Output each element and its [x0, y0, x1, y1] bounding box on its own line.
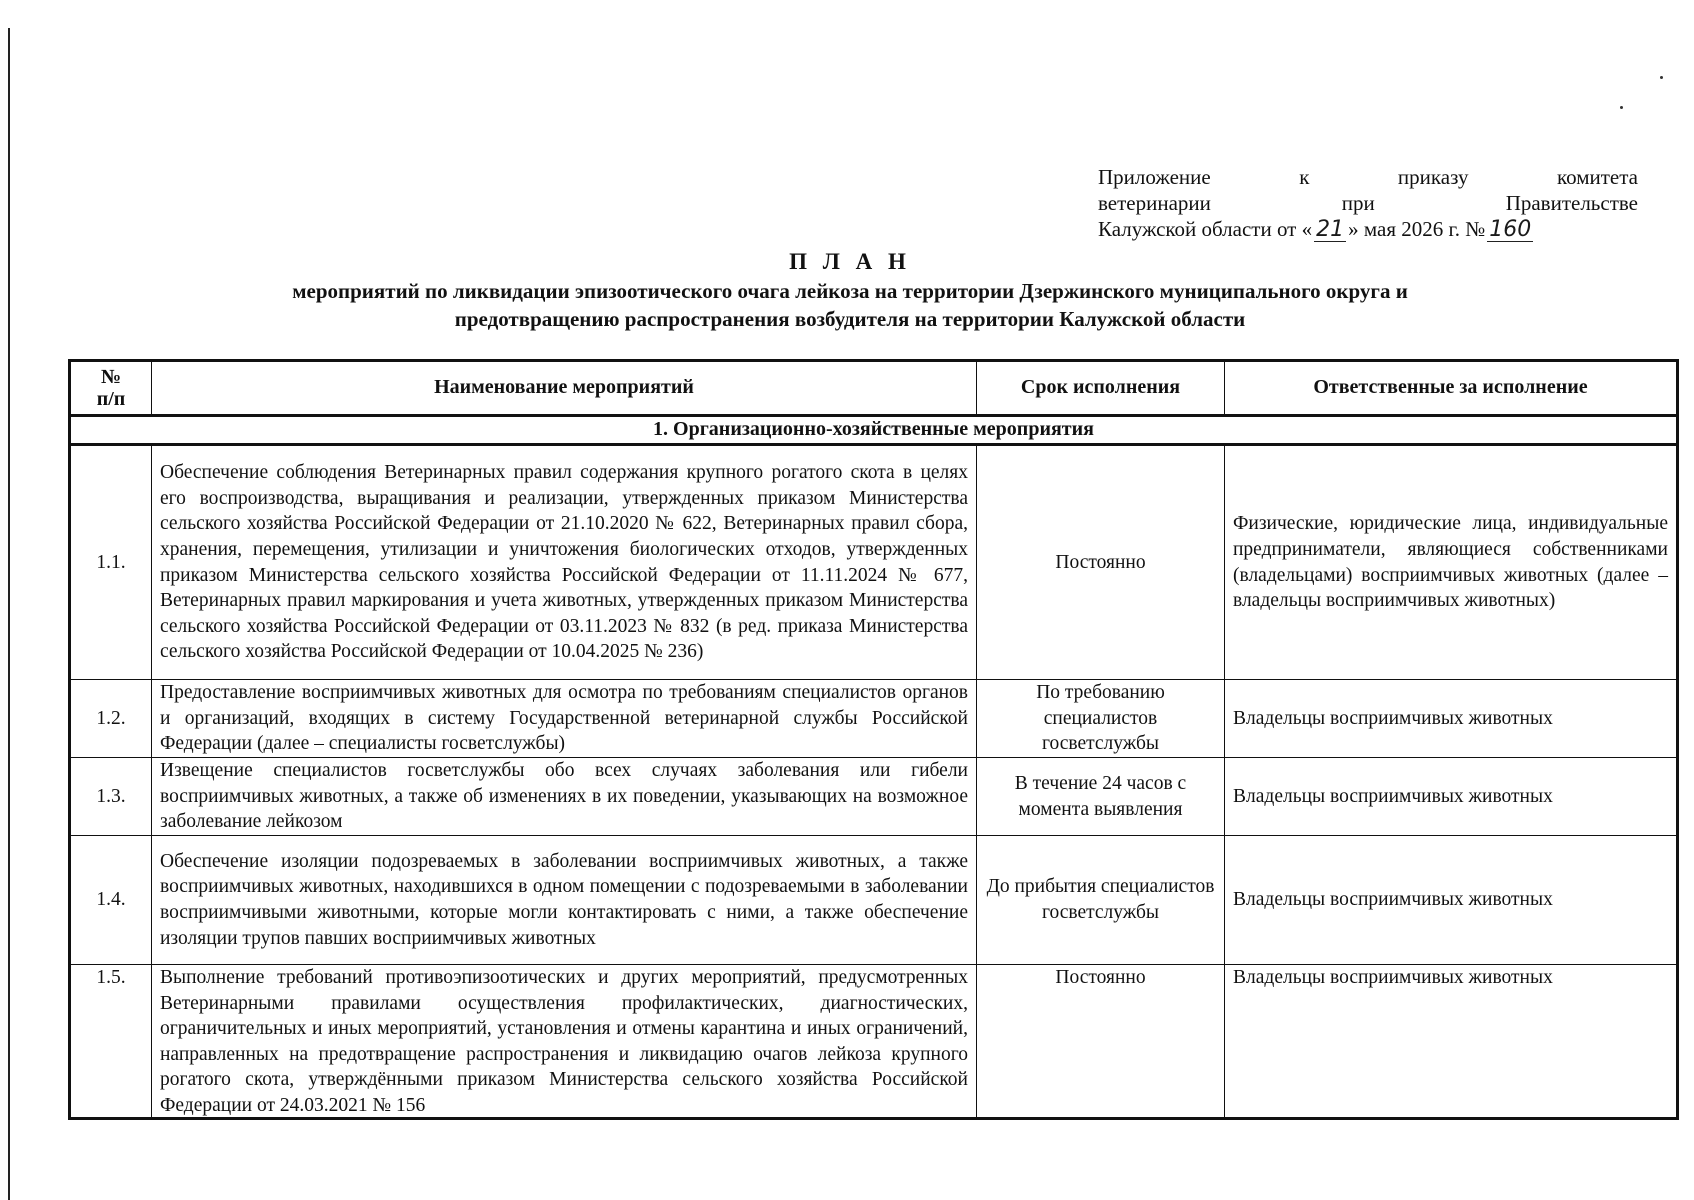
row-description: Извещение специалистов госветслужбы обо всех случаях заболевания или гибели восприимчивых животных, а также об изменениях в их поведении, указывающих на возможное заболевание лейкозом	[152, 758, 977, 836]
row-description: Обеспечение соблюдения Ветеринарных правил содержания крупного рогатого скота в целях его воспроизводства, выращивания и реализации, утвержденных приказом Министерства сельского хозяйства Российской Федерации от 21.10.2020 № 622, Ветеринарных правил сбора, хранения, перемещения, утилизации и уничтожения биологических отходов, утвержденных приказом Министерства сельского хозяйства Российской Федерации от 11.11.2024 № 677, Ветеринарных правил маркирования и учета животных, утвержденных приказом Министерства сельского хозяйства Российской Федерации от 03.11.2023 № 832 (в ред. приказа Министерства сельского хозяйства Российской Федерации от 10.04.2025 № 236)	[152, 445, 977, 680]
section-title: 1. Организационно-хозяйственные мероприятия	[70, 416, 1678, 445]
section-row	[70, 416, 1678, 445]
row-description	[152, 965, 977, 1119]
row-responsible: Владельцы восприимчивых животных	[1225, 965, 1678, 1119]
scan-left-edge	[8, 28, 10, 1200]
table-row	[70, 680, 1678, 758]
row-responsible: Владельцы восприимчивых животных	[1225, 836, 1678, 965]
row-number: 1.4.	[70, 836, 152, 965]
header-responsible: Ответственные за исполнение	[1225, 361, 1678, 416]
row-description-text: Выполнение требований противоэпизоотических и других мероприятий, предусмотренных Ветеринарными правилами осуществления профилактических, диагностических, ограничительных и иных мероприятий, установления и отмены карантина и иных ограничений, направленных на предотвращение распространения и ликвидацию очагов лейкоза крупного рогатого скота, утверждёнными приказом Министерства сельского хозяйства Российской Федерации от 24.03.2021 № 156	[160, 967, 968, 1116]
row-number: 1.1.	[70, 445, 152, 680]
row-term: Постоянно	[977, 965, 1225, 1119]
row-number: 1.3.	[70, 758, 152, 836]
handwritten-order-number: 160	[1489, 217, 1532, 242]
table-row	[70, 758, 1678, 836]
header-name: Наименование мероприятий	[152, 361, 977, 416]
appendix-line-1	[1098, 164, 1638, 190]
header-number-sign: №	[100, 366, 122, 388]
row-responsible: Владельцы восприимчивых животных	[1225, 680, 1678, 758]
header-number	[70, 361, 152, 416]
row-term: В течение 24 часов с момента выявления	[977, 758, 1225, 836]
appendix-header	[1098, 164, 1638, 242]
appendix-word: комитета	[1556, 165, 1638, 189]
plan-heading: П Л А Н	[789, 249, 911, 274]
row-number: 1.5.	[70, 965, 152, 1119]
row-responsible: Физические, юридические лица, индивидуальные предприниматели, являющиеся собственниками (владельцами) восприимчивых животных (далее – владельцы восприимчивых животных)	[1225, 445, 1678, 680]
row-responsible: Владельцы восприимчивых животных	[1225, 758, 1678, 836]
handwritten-day: 21	[1316, 217, 1345, 242]
appendix-line-3	[1098, 216, 1638, 242]
row-number: 1.2.	[70, 680, 152, 758]
row-description: Предоставление восприимчивых животных для осмотра по требованиям специалистов органов и организаций, входящих в систему Государственной ветеринарной службы Российской Федерации (далее – специалисты госветслужбы)	[152, 680, 977, 758]
row-term: Постоянно	[977, 445, 1225, 680]
header-number-pp: п/п	[96, 388, 126, 410]
table-header-row	[70, 361, 1678, 416]
appendix-date-middle: » мая 2026 г. №	[1348, 217, 1486, 241]
appendix-line-2	[1098, 190, 1638, 216]
table-row	[70, 965, 1678, 1119]
appendix-word: ветеринарии	[1098, 191, 1211, 215]
row-description: Обеспечение изоляции подозреваемых в заболевании восприимчивых животных, а также восприимчивых животных, находившихся в одном помещении с подозреваемыми в заболевании восприимчивыми животными, которые могли контактировать с ними, а также обеспечение изоляции трупов павших восприимчивых животных	[152, 836, 977, 965]
appendix-date-prefix: Калужской области от «	[1098, 217, 1313, 241]
plan-table	[68, 359, 1679, 1120]
table-row	[70, 836, 1678, 965]
appendix-word: Приложение	[1098, 165, 1211, 189]
appendix-word: Правительстве	[1505, 191, 1638, 215]
document-title	[200, 247, 1500, 333]
appendix-word: к	[1299, 165, 1310, 189]
row-term: По требованию специалистов госветслужбы	[977, 680, 1225, 758]
plan-subtitle-line-2: предотвращению распространения возбудителя на территории Калужской области	[454, 307, 1246, 331]
header-term: Срок исполнения	[977, 361, 1225, 416]
appendix-word: приказу	[1397, 165, 1469, 189]
table-row	[70, 445, 1678, 680]
plan-subtitle-line-1: мероприятий по ликвидации эпизоотического очага лейкоза на территории Дзержинского муниципального округа и	[292, 279, 1408, 303]
scan-speck	[1660, 76, 1663, 79]
row-term: До прибытия специалистов госветслужбы	[977, 836, 1225, 965]
appendix-word: при	[1341, 191, 1375, 215]
scan-speck	[1620, 106, 1623, 109]
